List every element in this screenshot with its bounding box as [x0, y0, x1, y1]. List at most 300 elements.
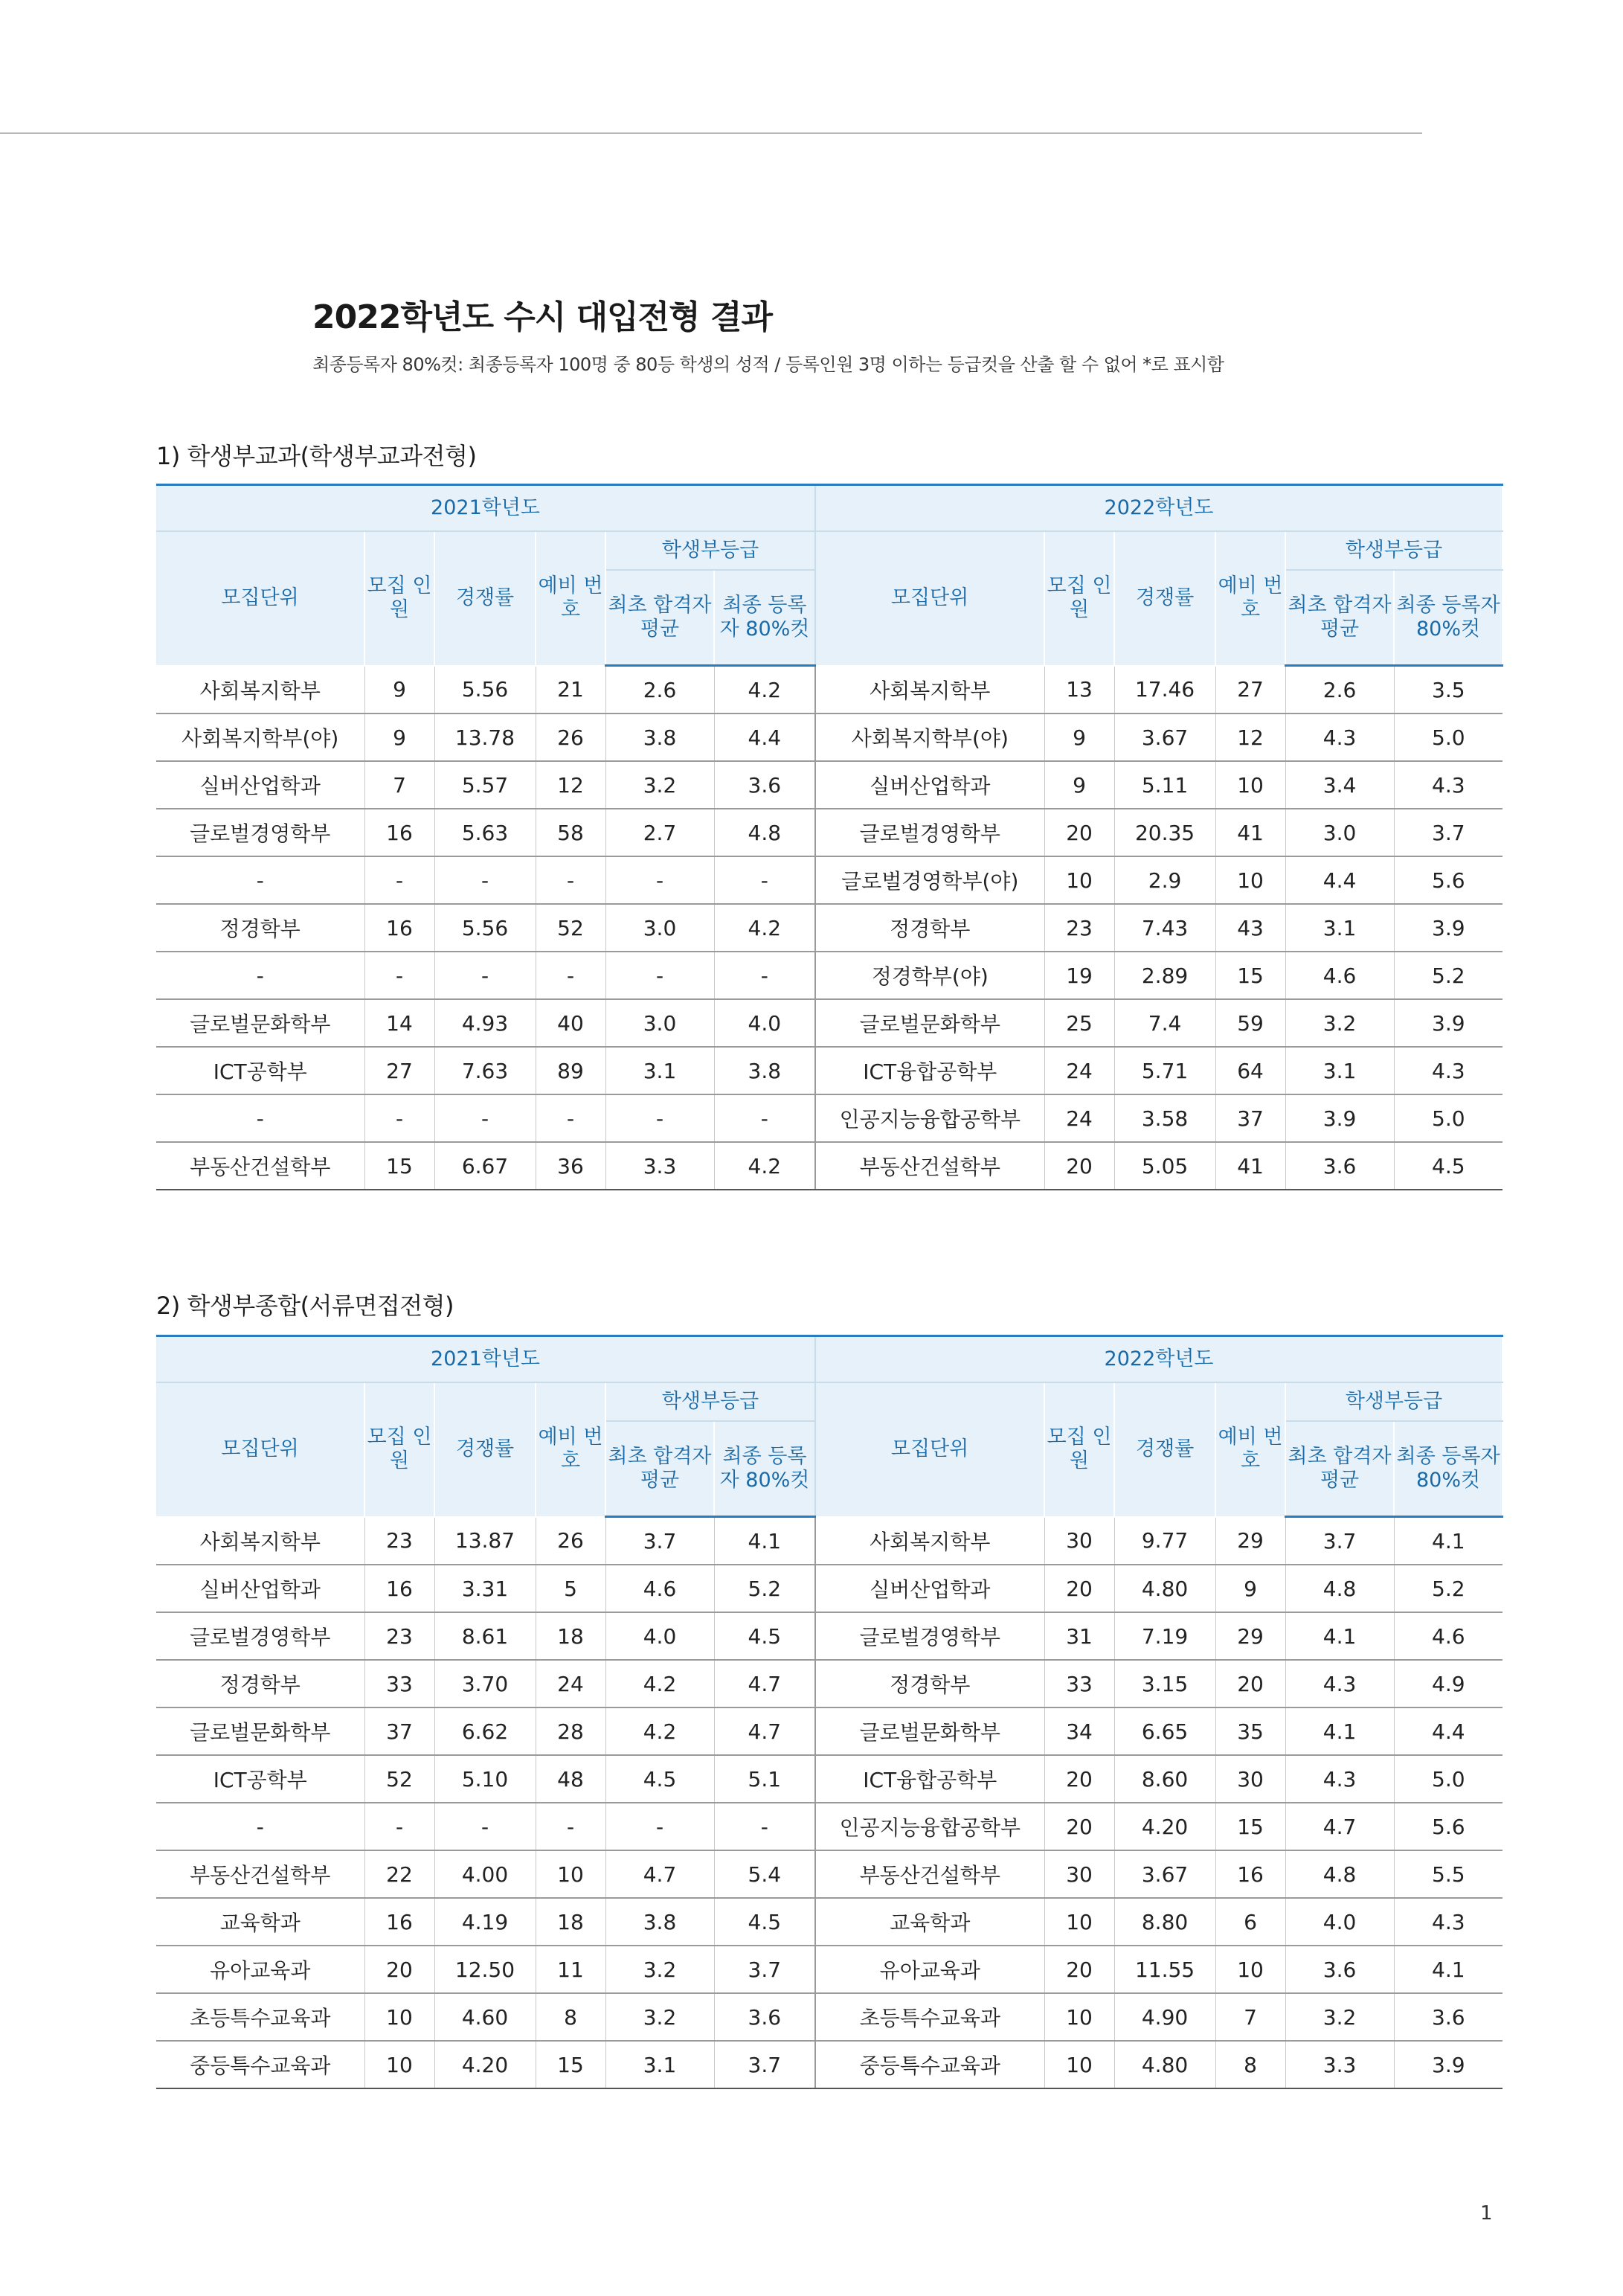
cell-2022-final-cut: 3.7	[1394, 809, 1503, 856]
cell-2021-first-pass-avg: -	[605, 952, 714, 999]
cell-2021-first-pass-avg: 4.7	[605, 1850, 714, 1898]
cell-2021-competition: 4.00	[434, 1850, 536, 1898]
cell-2021-final-cut: 4.4	[714, 714, 815, 761]
cell-2021-waitlist: 24	[536, 1660, 605, 1707]
cell-2022-waitlist: 29	[1215, 1517, 1285, 1565]
cell-2021-quota: 37	[364, 1707, 434, 1755]
cell-2022-unit: 글로벌경영학부	[815, 1612, 1044, 1660]
cell-2022-waitlist: 29	[1215, 1612, 1285, 1660]
cell-2021-unit: 정경학부	[156, 1660, 364, 1707]
cell-2022-competition: 4.20	[1114, 1803, 1215, 1850]
cell-2021-first-pass-avg: 3.3	[605, 1142, 714, 1190]
cell-2022-final-cut: 5.6	[1394, 856, 1503, 904]
cell-2022-quota: 19	[1044, 952, 1114, 999]
cell-2022-unit: 정경학부	[815, 904, 1044, 952]
cell-2021-quota: 33	[364, 1660, 434, 1707]
cell-2022-competition: 3.67	[1114, 714, 1215, 761]
cell-2021-competition: 6.62	[434, 1707, 536, 1755]
cell-2022-first-pass-avg: 3.6	[1285, 1946, 1394, 1993]
cell-2022-quota: 10	[1044, 1993, 1114, 2041]
cell-2021-final-cut: -	[714, 952, 815, 999]
cell-2022-quota: 9	[1044, 761, 1114, 809]
col-header-quota: 모집 인원	[364, 531, 434, 666]
cell-2021-waitlist: -	[536, 1803, 605, 1850]
cell-2021-final-cut: 4.1	[714, 1517, 815, 1565]
table-row	[156, 714, 1503, 761]
cell-2022-final-cut: 4.1	[1394, 1946, 1503, 1993]
cell-2021-quota: 14	[364, 999, 434, 1047]
cell-2022-unit: ICT융합공학부	[815, 1047, 1044, 1094]
cell-2021-competition: 5.56	[434, 666, 536, 714]
cell-2021-quota: -	[364, 1094, 434, 1142]
cell-2021-waitlist: -	[536, 1094, 605, 1142]
cell-2021-first-pass-avg: 4.5	[605, 1755, 714, 1803]
cell-2022-final-cut: 3.9	[1394, 999, 1503, 1047]
cell-2021-unit: 사회복지학부	[156, 666, 364, 714]
cell-2021-competition: 13.78	[434, 714, 536, 761]
cell-2021-waitlist: 18	[536, 1898, 605, 1946]
table-row	[156, 2041, 1503, 2088]
cell-2021-unit: 실버산업학과	[156, 761, 364, 809]
table-row	[156, 761, 1503, 809]
col-header-unit: 모집단위	[156, 531, 364, 666]
cell-2021-final-cut: 3.7	[714, 1946, 815, 1993]
cell-2021-waitlist: 40	[536, 999, 605, 1047]
table-row	[156, 809, 1503, 856]
cell-2022-quota: 13	[1044, 666, 1114, 714]
cell-2021-final-cut: 5.2	[714, 1565, 815, 1612]
cell-2022-first-pass-avg: 3.9	[1285, 1094, 1394, 1142]
cell-2021-waitlist: 58	[536, 809, 605, 856]
cell-2022-final-cut: 4.6	[1394, 1612, 1503, 1660]
cell-2021-quota: 27	[364, 1047, 434, 1094]
cell-2022-first-pass-avg: 4.3	[1285, 714, 1394, 761]
cell-2022-unit: 초등특수교육과	[815, 1993, 1044, 2041]
cell-2022-competition: 7.43	[1114, 904, 1215, 952]
cell-2021-quota: 20	[364, 1946, 434, 1993]
cell-2021-competition: 4.93	[434, 999, 536, 1047]
cell-2021-final-cut: 3.8	[714, 1047, 815, 1094]
cell-2021-quota: 10	[364, 2041, 434, 2088]
cell-2022-final-cut: 5.2	[1394, 952, 1503, 999]
cell-2022-quota: 20	[1044, 809, 1114, 856]
cell-2022-final-cut: 4.3	[1394, 761, 1503, 809]
cell-2022-waitlist: 10	[1215, 856, 1285, 904]
table-row	[156, 1517, 1503, 1565]
col-header-waitlist: 예비 번호	[536, 1382, 605, 1517]
cell-2022-waitlist: 10	[1215, 761, 1285, 809]
col-header-competition: 경쟁률	[434, 531, 536, 666]
cell-2022-unit: 글로벌경영학부	[815, 809, 1044, 856]
cell-2022-waitlist: 30	[1215, 1755, 1285, 1803]
cell-2022-first-pass-avg: 4.1	[1285, 1707, 1394, 1755]
cell-2022-first-pass-avg: 3.2	[1285, 1993, 1394, 2041]
cell-2022-waitlist: 20	[1215, 1660, 1285, 1707]
cell-2021-final-cut: -	[714, 1094, 815, 1142]
cell-2022-unit: 정경학부(야)	[815, 952, 1044, 999]
table-row	[156, 1755, 1503, 1803]
cell-2021-unit: 중등특수교육과	[156, 2041, 364, 2088]
cell-2021-quota: 9	[364, 666, 434, 714]
table-row	[156, 1803, 1503, 1850]
cell-2021-final-cut: 4.7	[714, 1660, 815, 1707]
cell-2022-competition: 4.80	[1114, 2041, 1215, 2088]
cell-2021-first-pass-avg: 4.6	[605, 1565, 714, 1612]
cell-2021-competition: -	[434, 856, 536, 904]
cell-2021-waitlist: 11	[536, 1946, 605, 1993]
cell-2022-final-cut: 5.2	[1394, 1565, 1503, 1612]
cell-2021-competition: 4.19	[434, 1898, 536, 1946]
cell-2021-quota: 16	[364, 904, 434, 952]
cell-2022-final-cut: 3.9	[1394, 2041, 1503, 2088]
cell-2021-waitlist: 26	[536, 1517, 605, 1565]
cell-2021-waitlist: 15	[536, 2041, 605, 2088]
table-row	[156, 904, 1503, 952]
cell-2021-quota: 9	[364, 714, 434, 761]
cell-2022-unit: 사회복지학부(야)	[815, 714, 1044, 761]
cell-2021-final-cut: 4.5	[714, 1612, 815, 1660]
cell-2022-quota: 33	[1044, 1660, 1114, 1707]
cell-2021-quota: 10	[364, 1993, 434, 2041]
cell-2022-first-pass-avg: 3.1	[1285, 1047, 1394, 1094]
cell-2021-first-pass-avg: 3.1	[605, 1047, 714, 1094]
cell-2021-unit: 부동산건설학부	[156, 1850, 364, 1898]
year-header-2021: 2021학년도	[156, 485, 815, 532]
cell-2022-first-pass-avg: 3.7	[1285, 1517, 1394, 1565]
cell-2021-final-cut: 5.1	[714, 1755, 815, 1803]
cell-2022-unit: 부동산건설학부	[815, 1850, 1044, 1898]
cell-2021-first-pass-avg: 3.8	[605, 714, 714, 761]
cell-2021-first-pass-avg: 2.6	[605, 666, 714, 714]
cell-2022-waitlist: 41	[1215, 809, 1285, 856]
cell-2022-competition: 5.11	[1114, 761, 1215, 809]
cell-2021-competition: 12.50	[434, 1946, 536, 1993]
col-header-grade: 학생부등급	[1285, 1382, 1503, 1421]
cell-2021-waitlist: -	[536, 952, 605, 999]
cell-2021-competition: -	[434, 1094, 536, 1142]
cell-2022-final-cut: 4.5	[1394, 1142, 1503, 1190]
cell-2022-quota: 30	[1044, 1517, 1114, 1565]
cell-2021-unit: 교육학과	[156, 1898, 364, 1946]
cell-2021-waitlist: 10	[536, 1850, 605, 1898]
cell-2022-competition: 3.58	[1114, 1094, 1215, 1142]
cell-2022-waitlist: 35	[1215, 1707, 1285, 1755]
cell-2022-quota: 10	[1044, 2041, 1114, 2088]
cell-2021-competition: 7.63	[434, 1047, 536, 1094]
cell-2022-unit: 인공지능융합공학부	[815, 1094, 1044, 1142]
table-row	[156, 1612, 1503, 1660]
cell-2021-first-pass-avg: 4.2	[605, 1707, 714, 1755]
year-header-2021: 2021학년도	[156, 1336, 815, 1383]
cell-2022-first-pass-avg: 4.8	[1285, 1565, 1394, 1612]
cell-2021-first-pass-avg: 3.2	[605, 1993, 714, 2041]
cell-2022-final-cut: 4.3	[1394, 1898, 1503, 1946]
col-header-first-pass-avg: 최초 합격자 평균	[1285, 570, 1394, 666]
cell-2021-first-pass-avg: -	[605, 856, 714, 904]
cell-2021-first-pass-avg: 2.7	[605, 809, 714, 856]
cell-2021-unit: -	[156, 952, 364, 999]
cell-2021-unit: 글로벌문화학부	[156, 1707, 364, 1755]
cell-2021-competition: -	[434, 1803, 536, 1850]
cell-2022-waitlist: 64	[1215, 1047, 1285, 1094]
cell-2022-first-pass-avg: 4.6	[1285, 952, 1394, 999]
cell-2022-quota: 25	[1044, 999, 1114, 1047]
cell-2022-final-cut: 4.4	[1394, 1707, 1503, 1755]
cell-2022-competition: 2.89	[1114, 952, 1215, 999]
page-number: 1	[1480, 2202, 1493, 2225]
cell-2022-waitlist: 8	[1215, 2041, 1285, 2088]
cell-2021-waitlist: 18	[536, 1612, 605, 1660]
year-header-2022: 2022학년도	[815, 485, 1503, 532]
cell-2022-waitlist: 59	[1215, 999, 1285, 1047]
cell-2022-unit: 유아교육과	[815, 1946, 1044, 1993]
table-body	[156, 1517, 1503, 2089]
cell-2021-first-pass-avg: 4.0	[605, 1612, 714, 1660]
table-row	[156, 1142, 1503, 1190]
cell-2021-waitlist: 12	[536, 761, 605, 809]
cell-2021-unit: 글로벌문화학부	[156, 999, 364, 1047]
cell-2021-unit: -	[156, 1803, 364, 1850]
cell-2021-waitlist: 36	[536, 1142, 605, 1190]
cell-2022-waitlist: 15	[1215, 952, 1285, 999]
col-header-first-pass-avg: 최초 합격자 평균	[1285, 1421, 1394, 1517]
cell-2022-unit: 교육학과	[815, 1898, 1044, 1946]
cell-2022-quota: 10	[1044, 1898, 1114, 1946]
cell-2022-unit: 중등특수교육과	[815, 2041, 1044, 2088]
cell-2022-unit: ICT융합공학부	[815, 1755, 1044, 1803]
col-header-final-cut: 최종 등록자 80%컷	[714, 570, 815, 666]
col-header-unit: 모집단위	[815, 531, 1044, 666]
col-header-final-cut: 최종 등록자 80%컷	[1394, 1421, 1503, 1517]
cell-2021-waitlist: 28	[536, 1707, 605, 1755]
cell-2021-competition: -	[434, 952, 536, 999]
col-header-grade: 학생부등급	[605, 1382, 815, 1421]
cell-2022-waitlist: 41	[1215, 1142, 1285, 1190]
cell-2021-quota: 16	[364, 1565, 434, 1612]
cell-2022-final-cut: 5.5	[1394, 1850, 1503, 1898]
cell-2022-unit: 사회복지학부	[815, 666, 1044, 714]
cell-2021-first-pass-avg: -	[605, 1094, 714, 1142]
col-header-grade: 학생부등급	[605, 531, 815, 570]
cell-2022-first-pass-avg: 4.4	[1285, 856, 1394, 904]
table-body	[156, 666, 1503, 1190]
cell-2021-first-pass-avg: 3.2	[605, 1946, 714, 1993]
cell-2022-first-pass-avg: 3.6	[1285, 1142, 1394, 1190]
cell-2021-competition: 5.57	[434, 761, 536, 809]
cell-2021-waitlist: -	[536, 856, 605, 904]
cell-2021-waitlist: 52	[536, 904, 605, 952]
cell-2022-first-pass-avg: 4.8	[1285, 1850, 1394, 1898]
col-header-competition: 경쟁률	[1114, 1382, 1215, 1517]
cell-2021-quota: 52	[364, 1755, 434, 1803]
cell-2021-quota: 16	[364, 1898, 434, 1946]
cell-2021-waitlist: 26	[536, 714, 605, 761]
col-header-competition: 경쟁률	[434, 1382, 536, 1517]
cell-2021-waitlist: 5	[536, 1565, 605, 1612]
cell-2022-waitlist: 9	[1215, 1565, 1285, 1612]
cell-2021-quota: 16	[364, 809, 434, 856]
top-rule	[0, 132, 1422, 134]
cell-2021-competition: 3.31	[434, 1565, 536, 1612]
cell-2022-competition: 3.15	[1114, 1660, 1215, 1707]
col-header-waitlist: 예비 번호	[536, 531, 605, 666]
table-row	[156, 1946, 1503, 1993]
cell-2021-final-cut: 4.0	[714, 999, 815, 1047]
cell-2022-competition: 17.46	[1114, 666, 1215, 714]
col-header-waitlist: 예비 번호	[1215, 531, 1285, 666]
cell-2022-final-cut: 4.9	[1394, 1660, 1503, 1707]
page-title: 2022학년도 수시 대입전형 결과	[312, 298, 772, 336]
cell-2022-competition: 4.80	[1114, 1565, 1215, 1612]
cell-2021-first-pass-avg: 3.1	[605, 2041, 714, 2088]
cell-2022-quota: 20	[1044, 1946, 1114, 1993]
cell-2022-waitlist: 6	[1215, 1898, 1285, 1946]
cell-2022-waitlist: 10	[1215, 1946, 1285, 1993]
cell-2021-waitlist: 21	[536, 666, 605, 714]
cell-2022-quota: 20	[1044, 1803, 1114, 1850]
cell-2022-quota: 20	[1044, 1142, 1114, 1190]
cell-2022-final-cut: 4.3	[1394, 1047, 1503, 1094]
cell-2022-first-pass-avg: 3.0	[1285, 809, 1394, 856]
year-header-2022: 2022학년도	[815, 1336, 1503, 1383]
cell-2021-unit: 글로벌경영학부	[156, 809, 364, 856]
cell-2021-competition: 4.60	[434, 1993, 536, 2041]
cell-2022-competition: 5.71	[1114, 1047, 1215, 1094]
table-row	[156, 1850, 1503, 1898]
cell-2022-unit: 글로벌경영학부(야)	[815, 856, 1044, 904]
col-header-quota: 모집 인원	[1044, 531, 1114, 666]
cell-2021-final-cut: 3.6	[714, 1993, 815, 2041]
cell-2021-unit: 초등특수교육과	[156, 1993, 364, 2041]
cell-2022-waitlist: 43	[1215, 904, 1285, 952]
cell-2022-waitlist: 16	[1215, 1850, 1285, 1898]
cell-2022-final-cut: 5.0	[1394, 714, 1503, 761]
cell-2021-first-pass-avg: 4.2	[605, 1660, 714, 1707]
cell-2022-competition: 8.60	[1114, 1755, 1215, 1803]
cell-2022-unit: 글로벌문화학부	[815, 1707, 1044, 1755]
cell-2022-competition: 8.80	[1114, 1898, 1215, 1946]
cell-2022-unit: 정경학부	[815, 1660, 1044, 1707]
table-row	[156, 1993, 1503, 2041]
section-heading-comprehensive: 2) 학생부종합(서류면접전형)	[156, 1292, 454, 1320]
col-header-quota: 모집 인원	[364, 1382, 434, 1517]
col-header-first-pass-avg: 최초 합격자 평균	[605, 1421, 714, 1517]
col-header-grade: 학생부등급	[1285, 531, 1503, 570]
cell-2021-unit: 글로벌경영학부	[156, 1612, 364, 1660]
cell-2022-final-cut: 5.0	[1394, 1755, 1503, 1803]
cell-2021-waitlist: 8	[536, 1993, 605, 2041]
cell-2021-competition: 4.20	[434, 2041, 536, 2088]
cell-2021-final-cut: 3.7	[714, 2041, 815, 2088]
cell-2022-first-pass-avg: 4.3	[1285, 1755, 1394, 1803]
cell-2021-competition: 5.63	[434, 809, 536, 856]
cell-2022-first-pass-avg: 3.4	[1285, 761, 1394, 809]
table-row	[156, 999, 1503, 1047]
col-header-quota: 모집 인원	[1044, 1382, 1114, 1517]
cell-2021-competition: 5.56	[434, 904, 536, 952]
cell-2021-quota: 7	[364, 761, 434, 809]
cell-2022-waitlist: 37	[1215, 1094, 1285, 1142]
cell-2021-unit: ICT공학부	[156, 1047, 364, 1094]
cell-2022-quota: 20	[1044, 1565, 1114, 1612]
cell-2022-quota: 20	[1044, 1755, 1114, 1803]
cell-2021-final-cut: -	[714, 1803, 815, 1850]
table-row	[156, 1707, 1503, 1755]
cell-2021-first-pass-avg: 3.2	[605, 761, 714, 809]
cell-2022-first-pass-avg: 4.0	[1285, 1898, 1394, 1946]
cell-2021-unit: ICT공학부	[156, 1755, 364, 1803]
cell-2022-unit: 실버산업학과	[815, 761, 1044, 809]
table-row	[156, 1047, 1503, 1094]
table-row	[156, 1660, 1503, 1707]
cell-2022-unit: 부동산건설학부	[815, 1142, 1044, 1190]
cell-2022-final-cut: 3.9	[1394, 904, 1503, 952]
cell-2022-competition: 4.90	[1114, 1993, 1215, 2041]
cell-2022-unit: 실버산업학과	[815, 1565, 1044, 1612]
col-header-first-pass-avg: 최초 합격자 평균	[605, 570, 714, 666]
cell-2022-final-cut: 5.0	[1394, 1094, 1503, 1142]
cell-2022-first-pass-avg: 3.3	[1285, 2041, 1394, 2088]
cell-2021-quota: -	[364, 952, 434, 999]
cell-2021-final-cut: 4.5	[714, 1898, 815, 1946]
cell-2022-waitlist: 27	[1215, 666, 1285, 714]
cell-2022-competition: 5.05	[1114, 1142, 1215, 1190]
col-header-waitlist: 예비 번호	[1215, 1382, 1285, 1517]
cell-2022-first-pass-avg: 3.1	[1285, 904, 1394, 952]
cell-2022-quota: 30	[1044, 1850, 1114, 1898]
cell-2021-quota: -	[364, 856, 434, 904]
col-header-competition: 경쟁률	[1114, 531, 1215, 666]
cell-2021-final-cut: 4.2	[714, 666, 815, 714]
table-row	[156, 856, 1503, 904]
cell-2021-quota: -	[364, 1803, 434, 1850]
cell-2021-first-pass-avg: 3.0	[605, 904, 714, 952]
cell-2021-competition: 5.10	[434, 1755, 536, 1803]
cell-2021-quota: 15	[364, 1142, 434, 1190]
cell-2022-quota: 9	[1044, 714, 1114, 761]
cell-2021-unit: 부동산건설학부	[156, 1142, 364, 1190]
cell-2022-first-pass-avg: 2.6	[1285, 666, 1394, 714]
cell-2021-final-cut: 3.6	[714, 761, 815, 809]
cell-2021-final-cut: 4.7	[714, 1707, 815, 1755]
cell-2022-final-cut: 4.1	[1394, 1517, 1503, 1565]
cell-2021-unit: 실버산업학과	[156, 1565, 364, 1612]
cell-2022-waitlist: 15	[1215, 1803, 1285, 1850]
cell-2022-quota: 24	[1044, 1094, 1114, 1142]
cell-2021-final-cut: 4.2	[714, 904, 815, 952]
cell-2022-competition: 6.65	[1114, 1707, 1215, 1755]
cell-2021-competition: 3.70	[434, 1660, 536, 1707]
cell-2021-competition: 13.87	[434, 1517, 536, 1565]
cell-2022-quota: 34	[1044, 1707, 1114, 1755]
academic-record-results-table	[156, 484, 1503, 1190]
cell-2022-competition: 20.35	[1114, 809, 1215, 856]
cell-2021-final-cut: 4.2	[714, 1142, 815, 1190]
cell-2022-waitlist: 7	[1215, 1993, 1285, 2041]
cell-2021-unit: 유아교육과	[156, 1946, 364, 1993]
cell-2022-unit: 사회복지학부	[815, 1517, 1044, 1565]
cell-2022-waitlist: 12	[1215, 714, 1285, 761]
table-row	[156, 1565, 1503, 1612]
cell-2021-competition: 6.67	[434, 1142, 536, 1190]
cell-2022-competition: 9.77	[1114, 1517, 1215, 1565]
cell-2021-final-cut: -	[714, 856, 815, 904]
cell-2022-final-cut: 3.6	[1394, 1993, 1503, 2041]
cell-2021-unit: -	[156, 1094, 364, 1142]
cell-2022-competition: 7.4	[1114, 999, 1215, 1047]
cell-2022-competition: 3.67	[1114, 1850, 1215, 1898]
cell-2022-quota: 10	[1044, 856, 1114, 904]
